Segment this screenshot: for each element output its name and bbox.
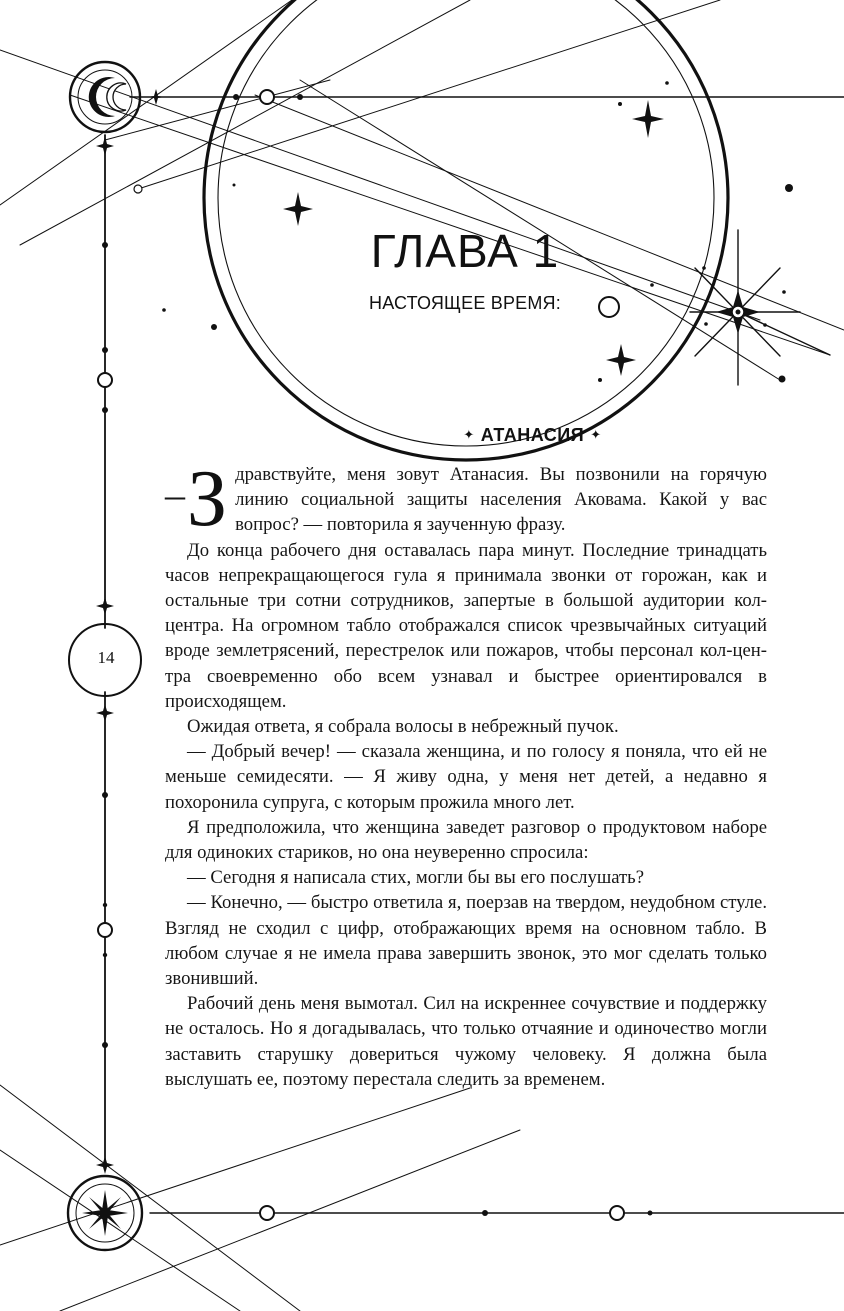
paragraph-4: — Добрый вечер! — сказала женщина, и по голосу я поняла, что ей не меньше семидесяти. — Я живу одна, у меня нет детей, а недавно я похоронила супруга, с которым прожила много лет. [165,741,767,813]
body-text [165,455,767,1092]
dropcap-dash: – [165,472,185,517]
paragraph-5: Я предположила, что женщина заведет разговор о продуктовом наборе для одиноких стариков, но она неуверенно спросила: [165,816,767,864]
paragraph-1-text: дравствуйте, меня зовут Атанасия. Вы позвонили на горячую линию социальной защиты населения Аковама. Какой у вас вопрос? — повторила я заученную фразу. [235,464,767,536]
paragraph-1 [165,455,767,543]
paragraph-8: Рабочий день меня вымотал. Сил на искреннее сочувствие и поддержку не осталось. Но я догадывалась, что только отчаяние и одиночество могли заставить старушку довериться чужому человеку. Я должна была выслушать ее, поэтому перестала следить за временем. [165,993,767,1090]
compass-emblem [68,1176,142,1250]
paragraph-3: Ожидая ответа, я собрала волосы в небрежный пучок. [187,716,619,738]
sparkle-right-icon: ✦ [590,427,602,442]
section-name: АТАНАСИЯ [480,425,585,445]
paragraph-2: До конца рабочего дня оставалась пара минут. Последние тринадцать часов непрекращающегося гула я принимала звонки от горожан, как и остальные три сотни сотрудников, запертые в большой аудитории кол-центра. На огромном табло отображался список чрезвычайных ситуаций вроде землетрясений, перестрелок или пожаров, чтобы персонал кол-центра своевременно обо всем узнавал и быстрее ориентировался в происходящем. [165,539,767,712]
paragraph-6: — Сегодня я написала стих, могли бы вы его послушать? [187,867,645,889]
dropcap-letter: З [187,455,228,543]
sparkle-left-icon: ✦ [463,427,475,442]
chapter-title: ГЛАВА 1 [370,225,560,277]
page-number: 14 [97,648,115,667]
chapter-subtitle: НАСТОЯЩЕЕ ВРЕМЯ: [369,293,561,313]
section-heading [160,425,844,446]
paragraph-7: — Конечно, — быстро ответила я, поерзав на твердом, неудобном стуле. Взгляд не сходил с цифр, отображающих время на основном табло. В любом случае я не имела права завершить звонок, это мог сделать только звонивший. [165,892,767,990]
